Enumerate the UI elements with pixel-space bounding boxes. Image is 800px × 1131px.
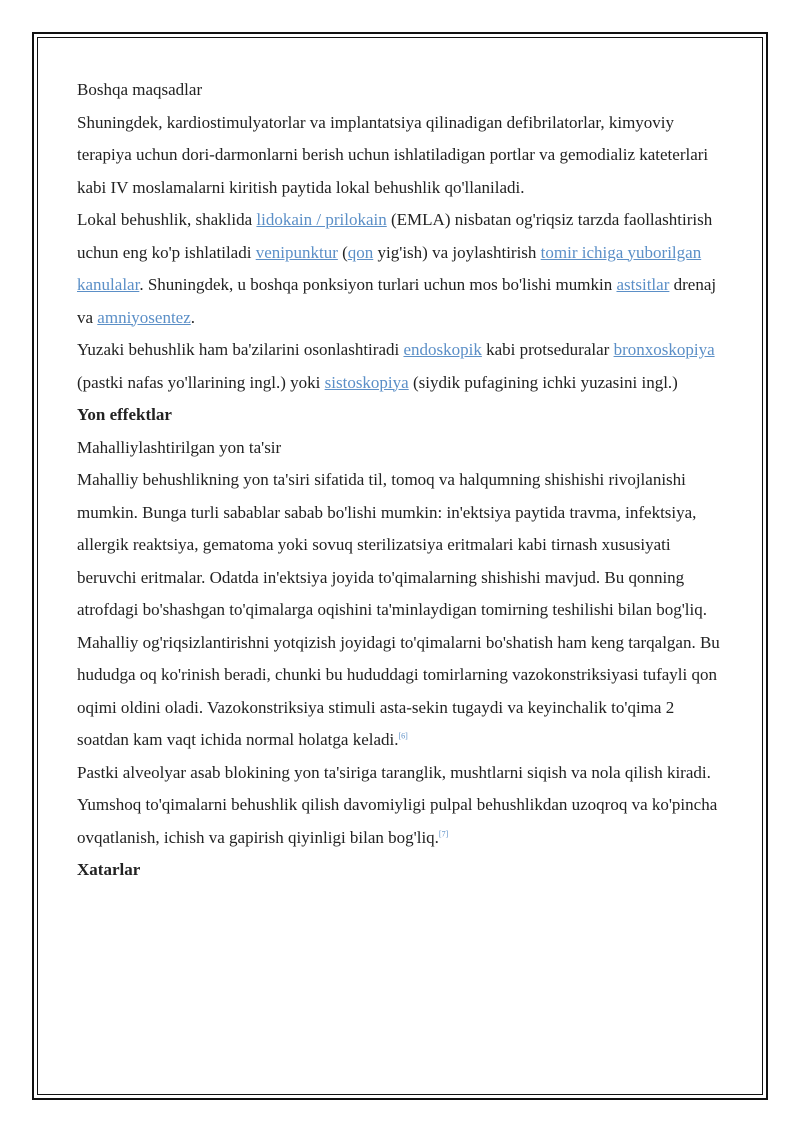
text: Yumshoq to'qimalarni behushlik qilish davomiyligi pulpal behushlikdan uzoqroq va ko'pincha ovqatlanish, ichish va gapirish qiyinligi bilan bog'liq. [77,795,718,847]
heading-localized-side-effect: Mahalliylashtirilgan yon ta'sir [77,437,282,457]
text: Yuzaki behushlik ham ba'zilarini osonlashtiradi [77,340,404,359]
link-lidocaine-prilocaine[interactable]: lidokain / prilokain [256,210,387,229]
paragraph-swelling [77,464,727,757]
paragraph-endoscopy [77,334,727,399]
document-body [77,74,727,887]
text: (siydik pufagining ichki yuzasini ingl.) [408,372,678,392]
link-bronchoscopy[interactable]: bronxoskopiya [613,340,715,359]
link-cystoscopy[interactable]: sistoskopiya [324,372,409,392]
link-ascites[interactable]: astsitlar [616,275,670,294]
text: drenaj va [77,275,717,327]
text: . [190,307,196,327]
link-endoscopic[interactable]: endoskopik [403,340,482,359]
text: yig'ish) va joylashtirish [373,242,541,262]
paragraph-devices: Shuningdek, kardiostimulyatorlar va implantatsiya qilinadigan defibrilatorlar, kimyoviy terapiya uchun dori-darmonlarni berish uchun ishlatiladigan portlar va gemodializ kateterlari kabi IV moslamalarni kiritish paytida lokal behushlik qo'llaniladi. [77,112,709,197]
text: Mahalliy behushlikning yon ta'siri sifatida til, tomoq va halqumning shishishi rivojlanishi mumkin. Bunga turli sabablar sabab bo'lishi mumkin: in'ektsiya paytida travma, infektsiya, allergik reaktsiya, gematoma yoki sovuq sterilizatsiya eritmalari kabi tirnash xususiyati beruvchi eritmalar. Odatda in'ektsiya joyida to'qimalarning shishishi mavjud. Bu qonning atrofdagi bo'shashgan to'qimalarga oqishini ta'minlaydigan tomirning teshilishi bilan bog'liq. Mahalliy og'riqsizlantirishni yotqizish joyidagi to'qimalarni bo'shatish ham keng tarqalgan. Bu hududga oq ko'rinish beradi, chunki bu hududdagi tomirlarning vazokonstriksiyasi tufayli qon oqimi oldini oladi. Vazokonstriksiya stimuli asta-sekin tugaydi va keyinchalik to'qima 2 soatdan kam vaqt ichida normal holatga keladi. [77,470,720,749]
heading-side-effects: Yon effektlar [77,405,172,424]
text: Lokal behushlik, shaklida [77,210,257,229]
heading-risks: Xatarlar [77,860,141,879]
paragraph-soft-tissue [77,789,727,854]
text: kabi protseduralar [481,340,614,359]
text: ( [337,242,348,262]
paragraph-alveolar-block: Pastki alveolyar asab blokining yon ta'siriga taranglik, mushtlarni siqish va nola qilish kiradi. [77,762,711,782]
paragraph-emla [77,204,727,334]
reference-link-6[interactable]: [6] [398,731,408,741]
link-amniocentesis[interactable]: amniyosentez [97,307,191,327]
link-venipuncture[interactable]: venipunktur [255,242,338,262]
heading-other-purposes: Boshqa maqsadlar [77,80,203,99]
text: (pastki nafas yo'llarining ingl.) yoki [77,372,325,392]
link-iv-cannulas[interactable]: tomir ichiga yuborilgan kanulalar [77,242,702,294]
text: (EMLA) nisbatan og'riqsiz tarzda faollashtirish uchun eng ko'p ishlatiladi [77,210,713,262]
reference-link-7[interactable]: [7] [438,828,449,838]
text: . Shuningdek, u boshqa ponksiyon turlari uchun mos bo'lishi mumkin [139,275,617,294]
link-blood[interactable]: qon [347,242,374,262]
